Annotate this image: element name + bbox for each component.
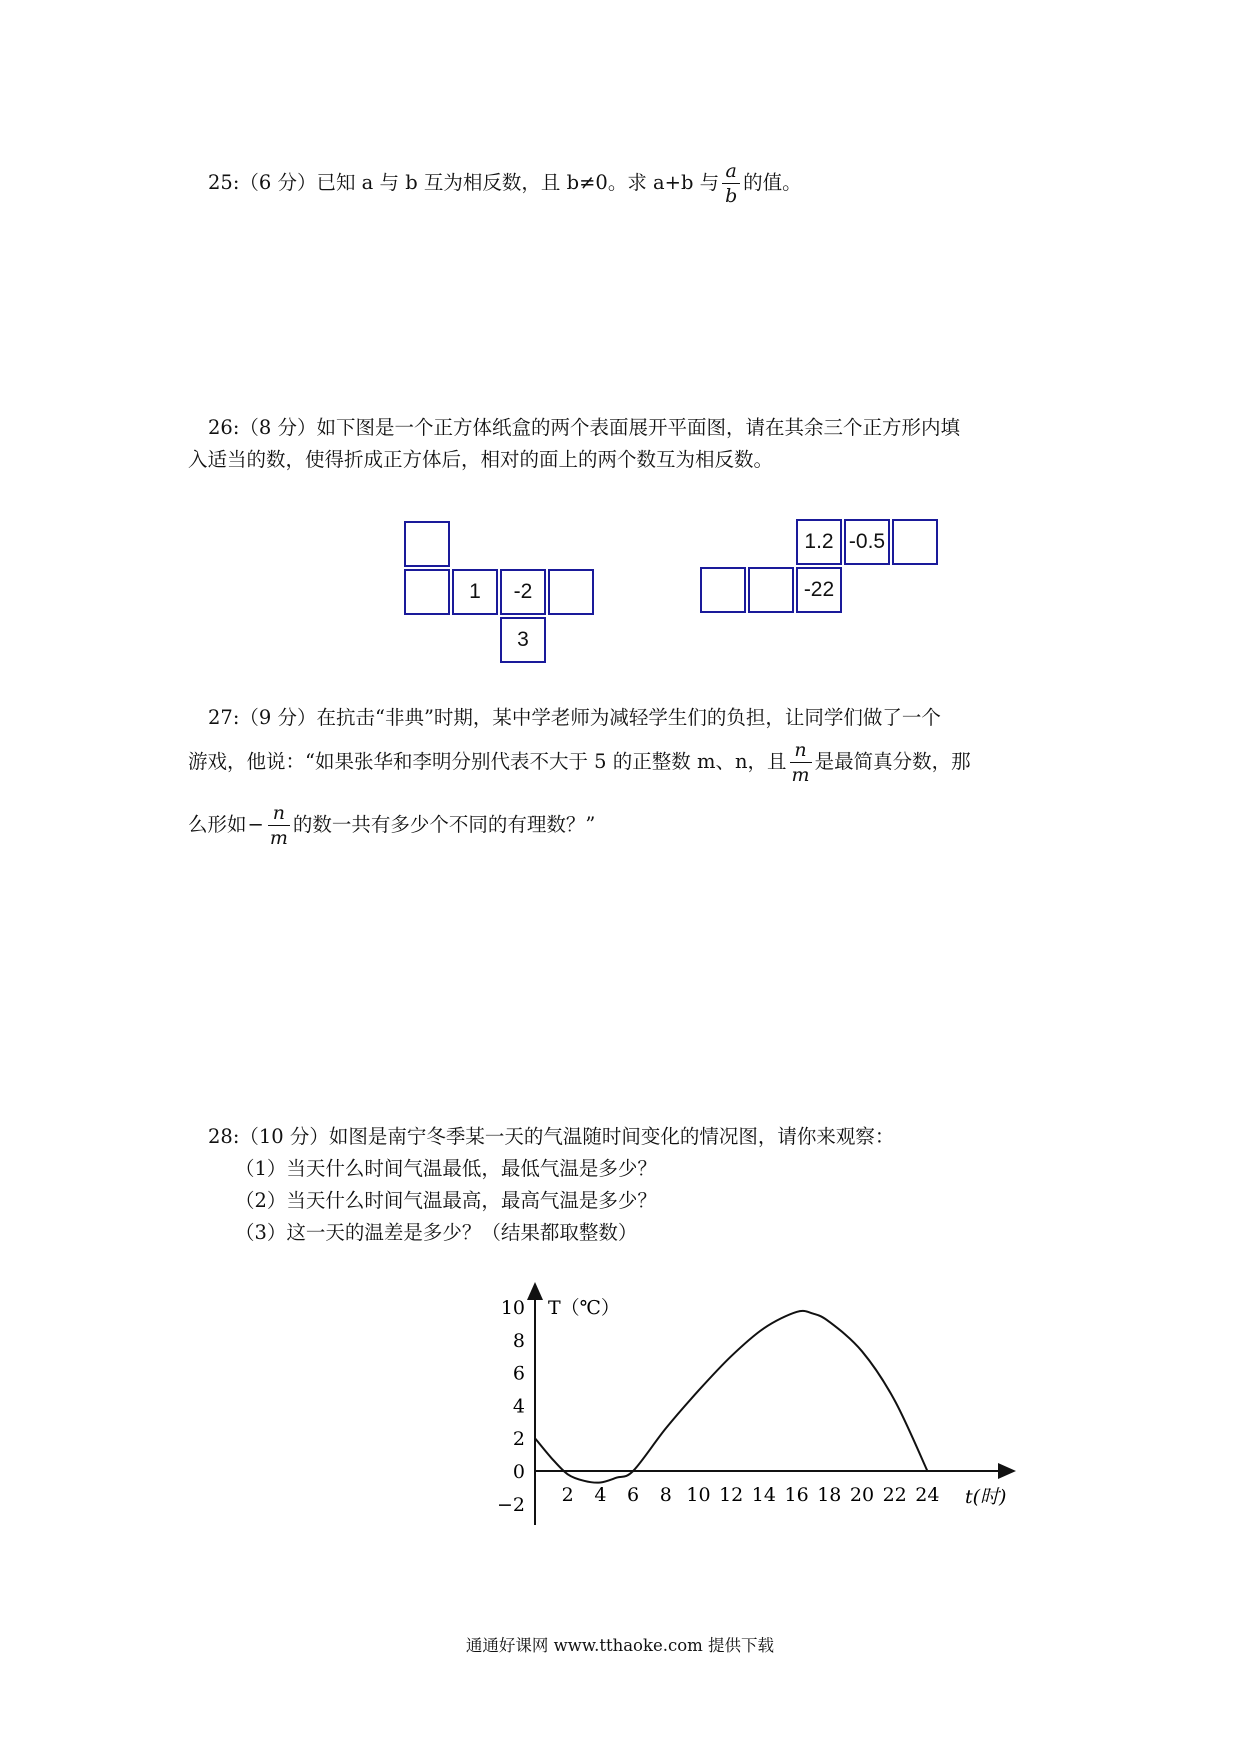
x-tick-label: 12 [719,1484,744,1506]
footer: 通通好课网 www.tthaoke.com 提供下载 [465,1636,775,1655]
x-tick-label: 6 [627,1484,640,1506]
net2-cell: -0.5 [844,519,890,565]
x-tick-label: 22 [882,1484,907,1506]
x-tick-label: 24 [915,1484,940,1506]
net2-cell [700,567,746,613]
question-26-line1: 26:（8 分）如下图是一个正方体纸盒的两个表面展开平面图，请在其余三个正方形内填 [208,416,960,439]
question-28-sub3: （3）这一天的温差是多少？（结果都取整数） [235,1221,638,1244]
question-27-line3 [188,803,595,848]
question-26-line2: 入适当的数，使得折成正方体后，相对的面上的两个数互为相反数。 [188,448,774,471]
q27-fraction-2 [268,803,290,848]
temperature-chart [480,1280,1040,1560]
x-tick-label: 8 [659,1484,672,1506]
q27-frac-numerator: n [272,802,285,824]
question-25 [208,161,802,206]
question-27-line1: 27:（9 分）在抗击“非典”时期，某中学老师为减轻学生们的负担，让同学们做了一个 [208,706,941,729]
x-tick-label: 14 [751,1484,776,1506]
q27-line2-before: 游戏，他说：“如果张华和李明分别代表不大于 5 的正整数 m、n，且 [188,750,787,773]
net1-cell [548,569,594,615]
net2-cell: 1.2 [796,519,842,565]
net1-cell: 1 [452,569,498,615]
question-28-sub2: （2）当天什么时间气温最高，最高气温是多少？ [235,1189,657,1212]
q25-text-after: 的值。 [743,171,802,194]
q25-text-before: 25:（6 分）已知 a 与 b 互为相反数，且 b≠0。求 a+b 与 [208,171,720,194]
y-tick-label: 8 [512,1329,525,1352]
net1-cell [404,521,450,567]
question-27-line2 [188,740,971,785]
x-tick-label: 16 [784,1484,809,1506]
q27-frac-denominator: m [269,827,288,849]
net1-cell: -2 [500,569,546,615]
y-tick-label: 2 [512,1428,525,1451]
fraction-bar [790,762,812,763]
net2-cell: -22 [796,567,842,613]
x-tick-label: 20 [849,1484,875,1506]
minus-sign: − [247,813,264,836]
q27-line3-after: 的数一共有多少个不同的有理数？” [292,813,596,836]
q25-fraction [722,161,740,206]
fraction-bar [268,825,290,826]
y-tick-label: 10 [500,1297,525,1319]
question-28-line1: 28:（10 分）如图是南宁冬季某一天的气温随时间变化的情况图，请你来观察： [208,1125,895,1148]
q27-frac-numerator: n [794,739,807,761]
x-tick-label: 10 [686,1484,711,1506]
y-tick-label: 4 [512,1395,525,1418]
y-tick-label: 0 [512,1461,525,1483]
y-tick-label: −2 [496,1493,525,1516]
y-tick-label: 6 [512,1362,525,1385]
q27-frac-denominator: m [791,764,810,786]
x-axis-label: t(时) [965,1486,1007,1508]
net2-cell [892,519,938,565]
net1-cell [404,569,450,615]
y-axis-label: T（℃） [548,1297,620,1319]
q27-line3-before: 么形如 [188,813,247,836]
q25-frac-denominator: b [725,185,738,207]
question-28-sub1: （1）当天什么时间气温最低，最低气温是多少？ [235,1157,657,1180]
q27-fraction-1 [790,740,812,785]
net2-cell [748,567,794,613]
temperature-line [535,1311,927,1483]
q27-line2-after: 是最简真分数，那 [814,750,971,773]
net1-cell: 3 [500,617,546,663]
q25-frac-numerator: a [725,160,737,182]
x-tick-label: 18 [817,1484,842,1506]
x-tick-label: 2 [561,1484,574,1506]
x-tick-label: 4 [594,1484,607,1506]
fraction-bar [722,183,740,184]
